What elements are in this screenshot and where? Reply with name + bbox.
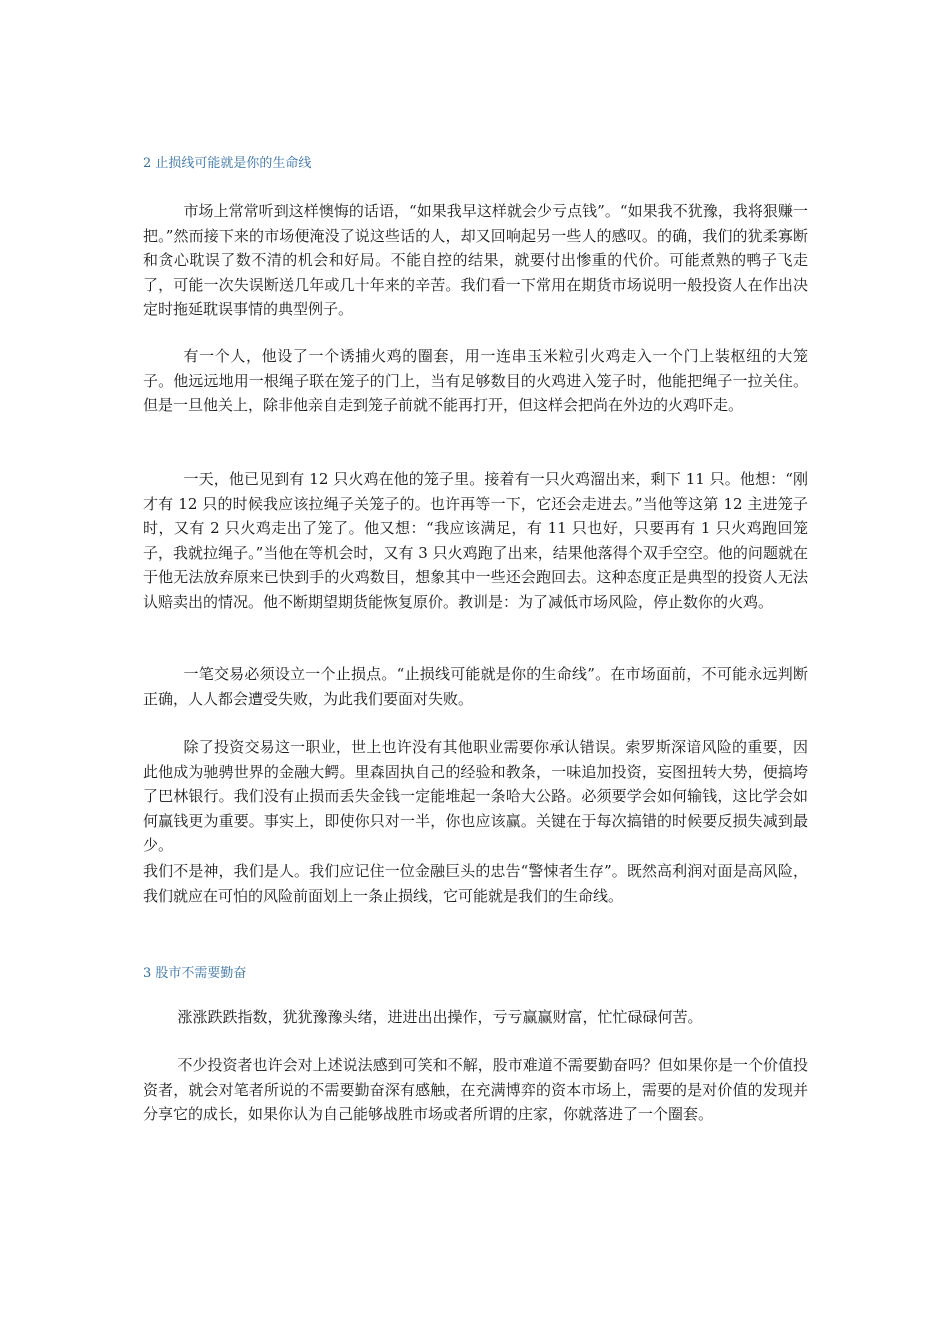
paragraph: 一天，他已见到有 12 只火鸡在他的笼子里。接着有一只火鸡溜出来，剩下 11 只。他想：“刚才有 12 只的时候我应该拉绳子关笼子的。也许再等一下，它还会走进去。”当他等这第 12 主进笼子时，又有 2 只火鸡走出了笼了。他又想：“我应该满足，有 11 只也好，只要再有 1 只火鸡跑回笼子，我就拉绳子。”当他在等机会时，又有 3 只火鸡跑了出来，结果他落得个双手空空。他的问题就在于他无法放弃原来已快到手的火鸡数目，想象其中一些还会跑回去。这种态度正是典型的投资人无法认赔卖出的情况。他不断期望期货能恢复原价。教训是：为了减低市场风险，停止数你的火鸡。 [143,470,808,611]
paragraph: 市场上常常听到这样懊悔的话语，“如果我早这样就会少亏点钱”。“如果我不犹豫，我将狠赚一把。”然而接下来的市场便淹没了说这些话的人，却又回响起另一些人的感叹。的确，我们的犹柔寡断和贪心耽误了数不清的机会和好局。不能自控的结果，就要付出惨重的代价。可能煮熟的鸭子飞走了，可能一次失误断送几年或几十年来的辛苦。我们看一下常用在期货市场说明一般投资人在作出决定时拖延耽误事情的典型例子。 [143,202,808,318]
paragraph: 除了投资交易这一职业，世上也许没有其他职业需要你承认错误。索罗斯深谙风险的重要，因此他成为驰骋世界的金融大鳄。里森固执自己的经验和教条，一味追加投资，妄图扭转大势，便搞垮了巴林银行。我们没有止损而丢失金钱一定能堆起一条哈大公路。必须要学会如何输钱，这比学会如何赢钱更为重要。事实上，即使你只对一半，你也应该赢。关键在于每次搞错的时候要反损失减到最少。 [143,738,808,854]
paragraph: 涨涨跌跌指数，犹犹豫豫头绪，进进出出操作，亏亏赢赢财富，忙忙碌碌何苦。 [177,1008,703,1026]
paragraph: 一笔交易必须设立一个止损点。“止损线可能就是你的生命线”。在市场面前，不可能永远判断正确，人人都会遭受失败，为此我们要面对失败。 [143,665,808,708]
paragraph: 不少投资者也许会对上述说法感到可笑和不解，股市难道不需要勤奋吗？但如果你是一个价值投资者，就会对笔者所说的不需要勤奋深有感触，在充满博弈的资本市场上，需要的是对价值的发现并分享它的成长，如果你认为自己能够战胜市场或者所谓的庄家，你就落进了一个圈套。 [143,1056,808,1123]
section-heading: 2 止损线可能就是你的生命线 [143,156,312,171]
paragraph: 我们不是神，我们是人。我们应记住一位金融巨头的忠告“警悚者生存”。既然高利润对面是高风险，我们就应在可怕的风险前面划上一条止损线，它可能就是我们的生命线。 [143,862,808,905]
section-heading: 3 股市不需要勤奋 [143,966,247,981]
paragraph: 有一个人，他设了一个诱捕火鸡的圈套，用一连串玉米粒引火鸡走入一个门上装枢纽的大笼子。他远远地用一根绳子联在笼子的门上，当有足够数目的火鸡进入笼子时，他能把绳子一拉关住。但是一旦他关上，除非他亲自走到笼子前就不能再打开，但这样会把尚在外边的火鸡吓走。 [143,347,808,414]
